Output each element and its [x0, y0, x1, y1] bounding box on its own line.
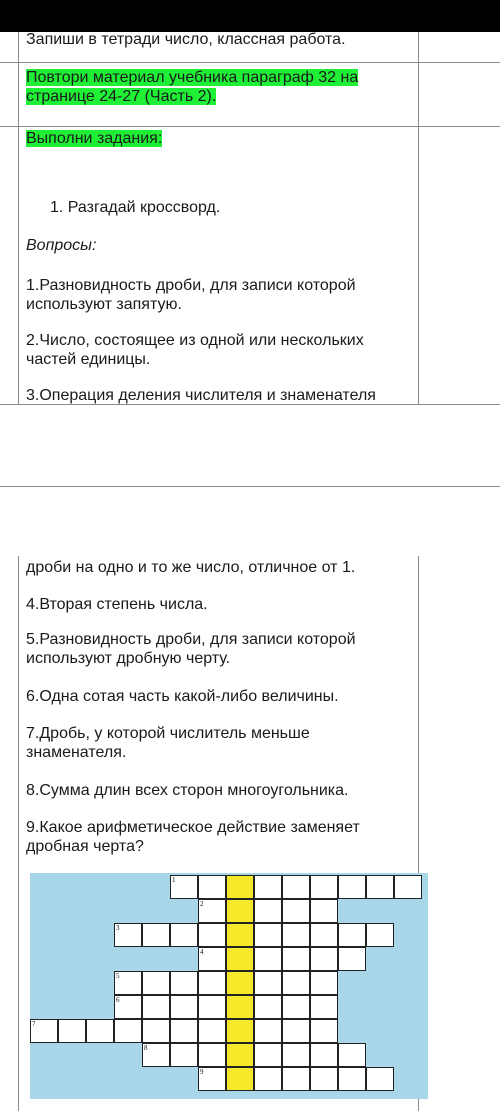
crossword-cell	[170, 971, 198, 995]
crossword-keyword-cell	[226, 1019, 254, 1043]
crossword-keyword-cell	[226, 947, 254, 971]
do-tasks-text: Выполни задания:	[26, 130, 163, 147]
question-3-part-1: 3.Операция деления числителя и знаменателя	[26, 387, 376, 404]
top-black-bar	[0, 0, 500, 32]
crossword-keyword-cell	[226, 875, 254, 899]
crossword-cell	[198, 995, 226, 1019]
crossword-cell	[282, 1019, 310, 1043]
crossword-cell	[170, 1019, 198, 1043]
question-2: 2.Число, состоящее из одной или нескольких частей единицы.	[26, 332, 364, 368]
crossword-cell	[282, 875, 310, 899]
crossword-cell	[366, 1067, 394, 1091]
crossword-cell	[254, 1019, 282, 1043]
crossword-cell	[338, 1067, 366, 1091]
table-border-left	[18, 556, 19, 1111]
question-6: 6.Одна сотая часть какой-либо величины.	[26, 688, 339, 705]
crossword-clue-number: 2	[200, 900, 204, 908]
crossword-cell	[310, 995, 338, 1019]
crossword-cell	[282, 899, 310, 923]
crossword-clue-number: 4	[200, 948, 204, 956]
crossword-keyword-cell	[226, 923, 254, 947]
crossword-clue-number: 7	[32, 1020, 36, 1028]
crossword-cell	[310, 1019, 338, 1043]
crossword-cell	[254, 875, 282, 899]
crossword-cell	[282, 971, 310, 995]
question-5: 5.Разновидность дроби, для записи которой используют дробную черту.	[26, 631, 356, 667]
crossword-cell	[198, 1043, 226, 1067]
crossword-cell	[310, 923, 338, 947]
crossword-cell	[170, 995, 198, 1019]
crossword-cell	[338, 923, 366, 947]
crossword-cell	[86, 1019, 114, 1043]
crossword-cell	[282, 995, 310, 1019]
crossword-cell	[254, 971, 282, 995]
crossword-cell	[170, 923, 198, 947]
crossword-clue-number: 5	[116, 972, 120, 980]
crossword-cell	[114, 1019, 142, 1043]
crossword-cell	[338, 1043, 366, 1067]
crossword-cell	[198, 875, 226, 899]
table-row-divider	[0, 62, 500, 63]
question-1: 1.Разновидность дроби, для записи которой используют запятую.	[26, 277, 356, 313]
table-border-left	[18, 32, 19, 404]
crossword-keyword-cell	[226, 899, 254, 923]
crossword-clue-number: 9	[200, 1068, 204, 1076]
repeat-instruction	[26, 68, 358, 106]
crossword-cell	[254, 899, 282, 923]
crossword-keyword-cell	[226, 995, 254, 1019]
crossword-cell	[198, 971, 226, 995]
crossword-keyword-cell	[226, 971, 254, 995]
crossword-cell	[170, 1043, 198, 1067]
crossword-cell	[310, 875, 338, 899]
crossword-cell	[338, 875, 366, 899]
crossword-cell	[254, 1043, 282, 1067]
crossword-clue-number: 6	[116, 996, 120, 1004]
crossword-cell	[142, 995, 170, 1019]
crossword-clue-number: 3	[116, 924, 120, 932]
crossword-keyword-cell	[226, 1043, 254, 1067]
crossword-cell	[310, 1067, 338, 1091]
question-9: 9.Какое арифметическое действие заменяет дробная черта?	[26, 819, 360, 855]
crossword-cell	[142, 971, 170, 995]
task-1-title: 1. Разгадай кроссворд.	[50, 199, 221, 216]
crossword-cell	[282, 1043, 310, 1067]
crossword-cell	[142, 923, 170, 947]
crossword-cell	[58, 1019, 86, 1043]
crossword-cell	[142, 1019, 170, 1043]
crossword-cell	[310, 899, 338, 923]
page-break-line	[0, 486, 500, 487]
header-line: Запиши в тетради число, классная работа.	[26, 31, 346, 48]
table-row-divider	[0, 126, 500, 127]
do-tasks-label	[26, 129, 162, 148]
crossword-keyword-cell	[226, 1067, 254, 1091]
table-border-mid	[418, 32, 419, 404]
crossword-cell	[394, 875, 422, 899]
crossword-cell	[338, 947, 366, 971]
questions-heading: Вопросы:	[26, 237, 97, 254]
crossword-cell	[198, 1019, 226, 1043]
question-3-part-2: дроби на одно и то же число, отличное от 1.	[26, 559, 356, 576]
repeat-line-1: Повтори материал учебника параграф 32 на	[26, 69, 359, 86]
crossword-cell	[282, 923, 310, 947]
repeat-line-2: странице 24-27 (Часть 2).	[26, 88, 217, 105]
crossword-cell	[310, 1043, 338, 1067]
crossword-cell	[282, 947, 310, 971]
question-4: 4.Вторая степень числа.	[26, 596, 208, 613]
crossword-cell	[254, 947, 282, 971]
crossword-cell	[198, 923, 226, 947]
crossword-grid	[30, 873, 428, 1099]
crossword-cell	[254, 1067, 282, 1091]
crossword-clue-number: 1	[172, 876, 176, 884]
crossword-cell	[254, 995, 282, 1019]
crossword-cell	[254, 923, 282, 947]
crossword-cell	[310, 947, 338, 971]
crossword-cell	[310, 971, 338, 995]
question-7: 7.Дробь, у которой числитель меньше знаменателя.	[26, 725, 310, 761]
question-8: 8.Сумма длин всех сторон многоугольника.	[26, 782, 349, 799]
crossword-clue-number: 8	[144, 1044, 148, 1052]
crossword-cell	[366, 923, 394, 947]
crossword-cell	[282, 1067, 310, 1091]
crossword-cell	[366, 875, 394, 899]
